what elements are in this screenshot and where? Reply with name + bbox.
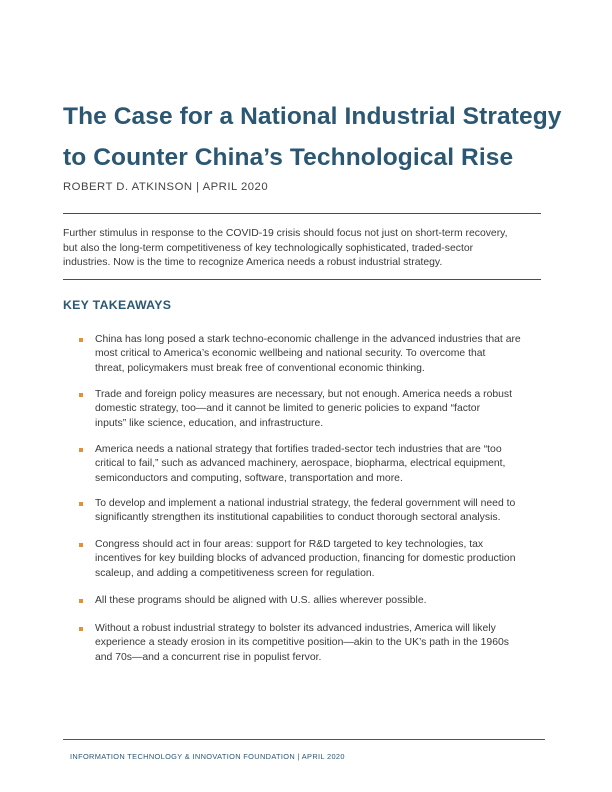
takeaway-line: scaleup, and adding a competitiveness screen for regulation. [95,567,375,579]
takeaway-line: and 70s—and a concurrent rise in populist fervor. [95,651,322,663]
takeaway-line: incentives for key building blocks of advanced production, financing for domestic production [95,553,516,565]
footer-rule [63,739,545,740]
takeaway-line: America needs a national strategy that fortifies traded-sector tech industries that are “too [95,444,502,455]
takeaway-line: All these programs should be aligned with U.S. allies wherever possible. [95,595,427,606]
summary-line: industries. Now is the time to recognize America needs a robust industrial strategy. [63,257,443,268]
summary-top-rule [63,213,541,214]
summary-bottom-rule [63,279,541,280]
bullet-square-icon [79,599,83,603]
takeaway-text [95,333,555,376]
summary-line: but also the long-term competitiveness of key technologically sophisticated, traded-sector [63,242,474,254]
takeaway-line: China has long posed a stark techno-economic challenge in the advanced industries that are [95,334,521,345]
takeaway-line: Congress should act in four areas: support for R&D targeted to key technologies, tax [95,539,484,550]
takeaway-line: threat, policymakers must break free of conventional economic thinking. [95,362,425,374]
summary-paragraph [63,227,543,271]
takeaway-line: most critical to America’s economic wellbeing and national security. To overcome that [95,348,486,360]
takeaway-line: Without a robust industrial strategy to bolster its advanced industries, America will likely [95,623,496,634]
takeaway-line: significantly strengthen its institutional capabilities to conduct thorough sectoral analysis. [95,512,501,524]
title-line-1: The Case for a National Industrial Strategy [63,103,562,130]
takeaway-line: semiconductors and computing, software, transportation and more. [95,472,403,484]
takeaway-text [95,443,555,486]
takeaway-line: critical to fail,” such as advanced machinery, aerospace, biopharma, electrical equipment, [95,458,506,470]
takeaway-text [95,594,555,608]
bullet-square-icon [79,338,83,342]
takeaway-line: inputs” like science, education, and infrastructure. [95,417,324,429]
takeaway-text [95,497,555,526]
title-line-2: to Counter China’s Technological Rise [63,144,514,171]
takeaway-text [95,388,555,431]
bullet-square-icon [79,543,83,547]
document-title [63,96,583,178]
bullet-square-icon [79,627,83,631]
page-footer: INFORMATION TECHNOLOGY & INNOVATION FOUNDATION | APRIL 2020 [70,752,345,761]
key-takeaways-heading: KEY TAKEAWAYS [63,298,172,312]
takeaway-text [95,538,555,581]
bullet-square-icon [79,448,83,452]
author-date-byline: ROBERT D. ATKINSON | APRIL 2020 [63,181,269,193]
bullet-square-icon [79,393,83,397]
bullet-square-icon [79,502,83,506]
summary-line: Further stimulus in response to the COVID-19 crisis should focus not just on short-term recovery, [63,228,508,239]
takeaway-line: domestic strategy, too—and it cannot be limited to generic policies to expand “factor [95,403,481,415]
takeaway-line: experience a steady erosion in its competitive position—akin to the UK’s path in the 1960s [95,637,509,649]
takeaway-line: To develop and implement a national industrial strategy, the federal government will need to [95,498,516,509]
takeaway-line: Trade and foreign policy measures are necessary, but not enough. America needs a robust [95,389,513,400]
takeaway-text [95,622,555,665]
